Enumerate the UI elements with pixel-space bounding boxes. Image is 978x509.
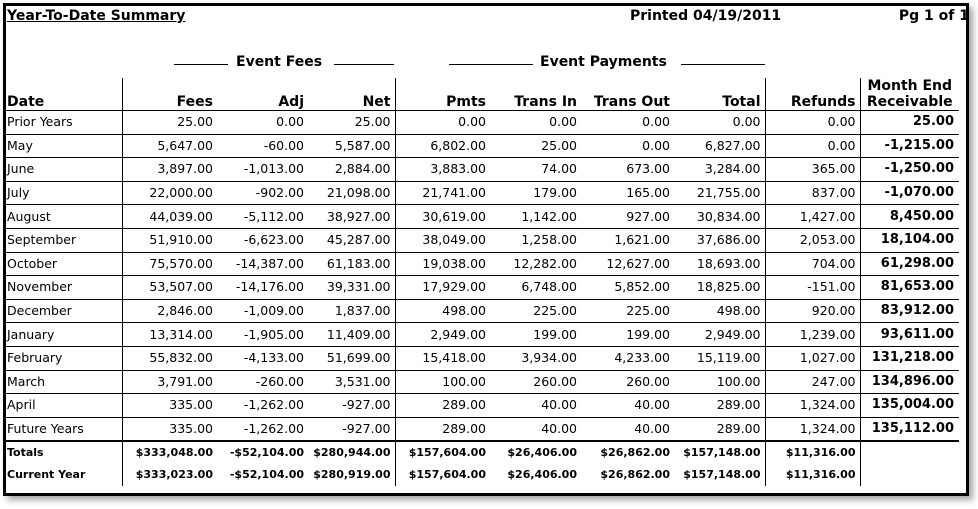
cell-adj: -1,262.00: [217, 417, 308, 441]
cell-pmts: 17,929.00: [395, 276, 490, 300]
cell-trans-out: 260.00: [581, 370, 674, 394]
cell-refunds: 1,239.00: [765, 323, 860, 347]
event-payments-group-label: Event Payments: [540, 54, 667, 70]
cell-month-end-receivable: 18,104.00: [860, 228, 959, 252]
cell-trans-in: 1,258.00: [490, 228, 581, 252]
cell-adj: -$52,104.00: [229, 468, 304, 482]
cell-net: 11,409.00: [308, 323, 395, 347]
cell-net: 3,531.00: [308, 370, 395, 394]
cell-pmts: 19,038.00: [395, 252, 490, 276]
cell-trans-in: 40.00: [490, 417, 581, 441]
cell-adj: -14,176.00: [217, 276, 308, 300]
table-row: [5, 370, 959, 394]
cell-date: October: [5, 252, 122, 276]
col-header-net: Net: [308, 78, 395, 111]
cell-trans-out: 1,621.00: [581, 228, 674, 252]
cell-refunds: 1,324.00: [765, 394, 860, 418]
cell-refunds: 920.00: [765, 299, 860, 323]
cell-pmts: 38,049.00: [395, 228, 490, 252]
cell-net: 1,837.00: [308, 299, 395, 323]
cell-net: 38,927.00: [308, 205, 395, 229]
cell-total: $157,148.00: [674, 464, 765, 486]
report-title: Year-To-Date Summary: [7, 8, 186, 24]
cell-net: -927.00: [308, 417, 395, 441]
cell-adj: -1,262.00: [217, 394, 308, 418]
totals-row: [5, 464, 959, 486]
cell-fees: 51,910.00: [122, 228, 217, 252]
cell-net: $280,944.00: [308, 441, 395, 464]
cell-total: 498.00: [674, 299, 765, 323]
cell-trans-out: 927.00: [581, 205, 674, 229]
cell-trans-in: $26,406.00: [507, 468, 577, 482]
cell-adj: -60.00: [217, 134, 308, 158]
cell-month-end-receivable: 83,912.00: [860, 299, 959, 323]
cell-pmts: 6,802.00: [395, 134, 490, 158]
cell-trans-out: 40.00: [581, 394, 674, 418]
cell-total: 289.00: [674, 417, 765, 441]
cell-net: 21,098.00: [308, 181, 395, 205]
cell-pmts: 0.00: [395, 111, 490, 135]
cell-total: 2,949.00: [674, 323, 765, 347]
cell-fees: 25.00: [122, 111, 217, 135]
cell-pmts: $157,604.00: [408, 468, 486, 482]
cell-fees: 3,791.00: [122, 370, 217, 394]
cell-month-end-receivable: 25.00: [860, 111, 959, 135]
cell-net: -927.00: [308, 394, 395, 418]
cell-refunds: 837.00: [765, 181, 860, 205]
cell-refunds: 247.00: [765, 370, 860, 394]
cell-net: 2,884.00: [308, 158, 395, 182]
cell-date: May: [5, 134, 122, 158]
cell-trans-in: 225.00: [490, 299, 581, 323]
cell-month-end-receivable: -1,250.00: [860, 158, 959, 182]
cell-adj: -1,009.00: [217, 299, 308, 323]
cell-trans-out: 0.00: [581, 134, 674, 158]
cell-trans-in: 6,748.00: [490, 276, 581, 300]
cell-pmts: 289.00: [395, 394, 490, 418]
cell-total: 18,825.00: [674, 276, 765, 300]
cell-net: 39,331.00: [308, 276, 395, 300]
cell-refunds: 365.00: [765, 158, 860, 182]
cell-net: 45,287.00: [308, 228, 395, 252]
cell-total: 3,284.00: [674, 158, 765, 182]
col-header-month-end-receivable: [860, 78, 959, 111]
cell-trans-out: 165.00: [581, 181, 674, 205]
cell-trans-out: 225.00: [581, 299, 674, 323]
table-row: [5, 252, 959, 276]
event-payments-rule-right: [681, 64, 765, 65]
cell-adj: -902.00: [217, 181, 308, 205]
cell-refunds: 2,053.00: [765, 228, 860, 252]
cell-total: 30,834.00: [674, 205, 765, 229]
col-header-refunds: Refunds: [765, 78, 860, 111]
event-fees-rule-right: [334, 64, 394, 65]
cell-fees: 335.00: [122, 417, 217, 441]
mer-header-line1: Month End: [867, 78, 953, 94]
cell-total: 0.00: [674, 111, 765, 135]
cell-fees: $333,048.00: [122, 441, 217, 464]
col-header-pmts: Pmts: [446, 94, 486, 110]
col-header-trans-in: Trans In: [514, 94, 577, 110]
table-row: [5, 111, 959, 135]
cell-date: April: [5, 394, 122, 418]
totals-row: [5, 441, 959, 464]
table-row: [5, 181, 959, 205]
cell-pmts: 100.00: [395, 370, 490, 394]
cell-trans-in: 1,142.00: [490, 205, 581, 229]
col-header-fees: Fees: [176, 94, 213, 110]
cell-date: July: [5, 181, 122, 205]
cell-trans-out: $26,862.00: [600, 468, 670, 482]
cell-net: 5,587.00: [308, 134, 395, 158]
cell-trans-in: 0.00: [490, 111, 581, 135]
cell-net: 51,699.00: [308, 346, 395, 370]
col-header-date: Date: [5, 78, 122, 111]
mer-header-line2: Receivable: [866, 94, 953, 110]
cell-month-end-receivable: [860, 441, 959, 464]
cell-trans-in: 179.00: [490, 181, 581, 205]
cell-trans-in: 260.00: [490, 370, 581, 394]
cell-refunds: -151.00: [765, 276, 860, 300]
cell-pmts: 30,619.00: [395, 205, 490, 229]
col-header-trans-out: Trans Out: [593, 94, 670, 110]
cell-trans-in: 3,934.00: [490, 346, 581, 370]
cell-fees: 2,846.00: [122, 299, 217, 323]
event-fees-rule-left: [174, 64, 228, 65]
cell-total: 21,755.00: [674, 181, 765, 205]
cell-refunds: 1,027.00: [765, 346, 860, 370]
cell-trans-in: 74.00: [490, 158, 581, 182]
cell-pmts: 2,949.00: [395, 323, 490, 347]
cell-pmts: $157,604.00: [395, 441, 490, 464]
cell-trans-out: 5,852.00: [581, 276, 674, 300]
col-header-adj: Adj: [278, 94, 304, 110]
cell-month-end-receivable: 131,218.00: [860, 346, 959, 370]
cell-date: Totals: [5, 441, 122, 464]
cell-date: December: [5, 299, 122, 323]
cell-refunds: 0.00: [765, 134, 860, 158]
table-row: [5, 205, 959, 229]
cell-adj: -6,623.00: [217, 228, 308, 252]
cell-month-end-receivable: 8,450.00: [860, 205, 959, 229]
cell-date: January: [5, 323, 122, 347]
cell-pmts: 289.00: [395, 417, 490, 441]
table-row: [5, 323, 959, 347]
cell-refunds: 0.00: [765, 111, 860, 135]
cell-adj: -5,112.00: [217, 205, 308, 229]
cell-month-end-receivable: -1,070.00: [860, 181, 959, 205]
event-fees-group-label: Event Fees: [236, 54, 323, 70]
table-row: [5, 276, 959, 300]
cell-fees: 44,039.00: [122, 205, 217, 229]
cell-trans-in: 40.00: [490, 394, 581, 418]
cell-total: 6,827.00: [674, 134, 765, 158]
col-header-total: Total: [674, 78, 765, 111]
cell-month-end-receivable: 134,896.00: [860, 370, 959, 394]
cell-adj: -1,013.00: [217, 158, 308, 182]
printed-date: Printed 04/19/2011: [630, 8, 782, 24]
cell-date: June: [5, 158, 122, 182]
cell-trans-in: 12,282.00: [490, 252, 581, 276]
cell-pmts: 15,418.00: [395, 346, 490, 370]
cell-fees: 5,647.00: [122, 134, 217, 158]
cell-date: September: [5, 228, 122, 252]
cell-month-end-receivable: 81,653.00: [860, 276, 959, 300]
cell-date: Future Years: [5, 417, 122, 441]
cell-refunds: 704.00: [765, 252, 860, 276]
cell-date: March: [5, 370, 122, 394]
cell-total: $157,148.00: [674, 441, 765, 464]
cell-fees: 53,507.00: [122, 276, 217, 300]
cell-date: February: [5, 346, 122, 370]
cell-trans-out: 0.00: [581, 111, 674, 135]
cell-trans-out: 40.00: [581, 417, 674, 441]
cell-date: August: [5, 205, 122, 229]
table-row: [5, 228, 959, 252]
table-row: [5, 394, 959, 418]
cell-total: 18,693.00: [674, 252, 765, 276]
header-row: [5, 78, 959, 111]
cell-adj: -1,905.00: [217, 323, 308, 347]
cell-adj: -$52,104.00: [217, 441, 308, 464]
cell-date: Current Year: [5, 464, 122, 486]
cell-net: 61,183.00: [308, 252, 395, 276]
cell-pmts: 3,883.00: [395, 158, 490, 182]
cell-adj: -14,387.00: [217, 252, 308, 276]
cell-trans-in: 25.00: [490, 134, 581, 158]
cell-trans-in: $26,406.00: [490, 441, 581, 464]
page-indicator: Pg 1 of 1: [898, 8, 969, 24]
event-payments-rule-left: [449, 64, 533, 65]
cell-total: 100.00: [674, 370, 765, 394]
cell-trans-out: 199.00: [581, 323, 674, 347]
cell-fees: 55,832.00: [122, 346, 217, 370]
cell-fees: 75,570.00: [122, 252, 217, 276]
cell-refunds: $11,316.00: [765, 441, 860, 464]
cell-date: Prior Years: [5, 111, 122, 135]
cell-month-end-receivable: -1,215.00: [860, 134, 959, 158]
cell-adj: -4,133.00: [217, 346, 308, 370]
table-row: [5, 346, 959, 370]
cell-date: November: [5, 276, 122, 300]
cell-month-end-receivable: 135,004.00: [860, 394, 959, 418]
cell-trans-out: 673.00: [581, 158, 674, 182]
cell-month-end-receivable: 135,112.00: [860, 417, 959, 441]
cell-fees: 3,897.00: [122, 158, 217, 182]
cell-adj: -260.00: [217, 370, 308, 394]
cell-net: $280,919.00: [308, 464, 395, 486]
cell-pmts: 21,741.00: [395, 181, 490, 205]
cell-refunds: $11,316.00: [765, 464, 860, 486]
cell-trans-in: 199.00: [490, 323, 581, 347]
cell-total: 37,686.00: [674, 228, 765, 252]
summary-table: [5, 78, 959, 486]
cell-total: 289.00: [674, 394, 765, 418]
cell-total: 15,119.00: [674, 346, 765, 370]
cell-net: 25.00: [308, 111, 395, 135]
cell-fees: 335.00: [122, 394, 217, 418]
cell-month-end-receivable: [860, 464, 959, 486]
cell-pmts: 498.00: [395, 299, 490, 323]
cell-fees: 13,314.00: [122, 323, 217, 347]
cell-trans-out: 4,233.00: [581, 346, 674, 370]
table-row: [5, 134, 959, 158]
table-row: [5, 417, 959, 441]
cell-month-end-receivable: 93,611.00: [860, 323, 959, 347]
table-row: [5, 299, 959, 323]
cell-refunds: 1,324.00: [765, 417, 860, 441]
cell-fees: $333,023.00: [135, 468, 213, 482]
cell-fees: 22,000.00: [122, 181, 217, 205]
cell-trans-out: $26,862.00: [581, 441, 674, 464]
table-row: [5, 158, 959, 182]
cell-adj: 0.00: [217, 111, 308, 135]
cell-trans-out: 12,627.00: [581, 252, 674, 276]
cell-refunds: 1,427.00: [765, 205, 860, 229]
cell-month-end-receivable: 61,298.00: [860, 252, 959, 276]
